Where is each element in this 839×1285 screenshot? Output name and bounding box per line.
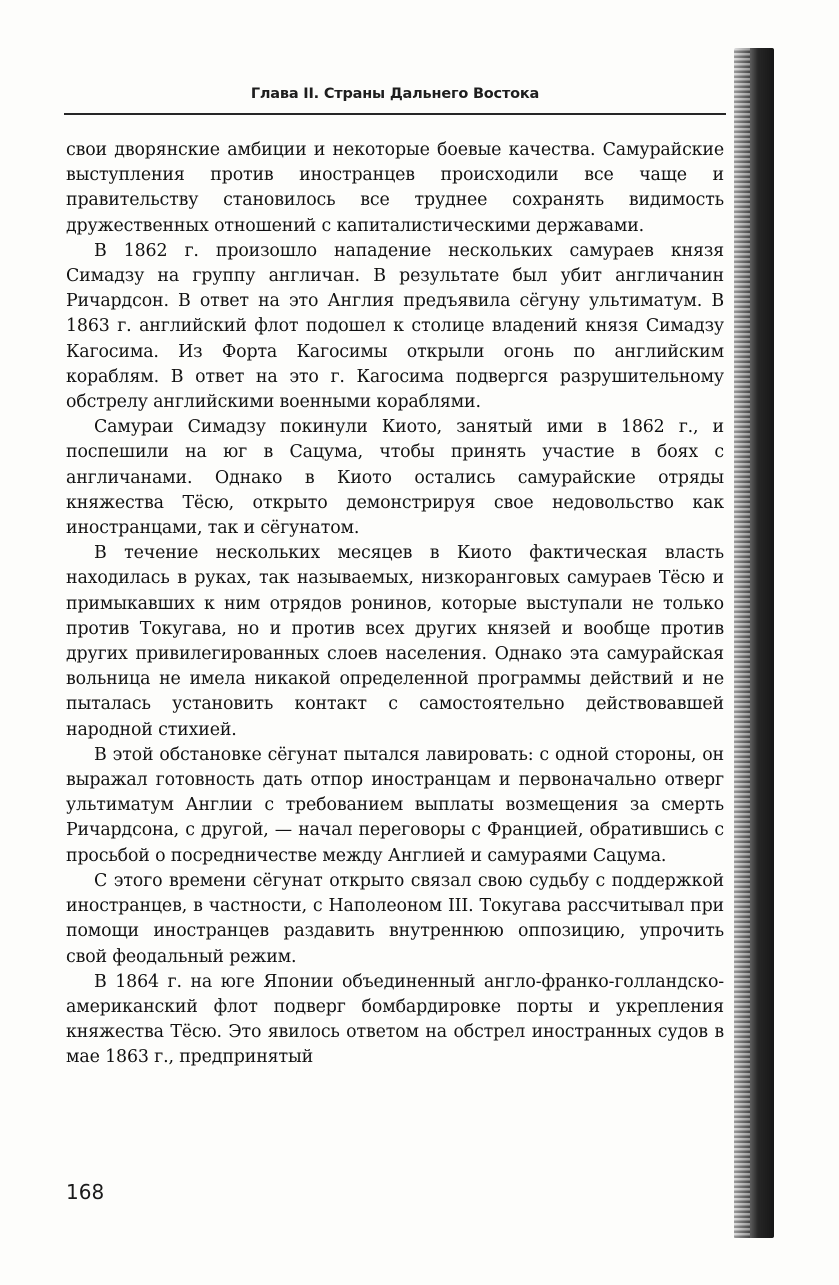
paragraph-6: С этого времени сёгунат открыто связал свою судьбу с поддержкой иностранцев, в частности, с Наполеоном III. Токугава рассчитывал при помощи иностранцев раздавить внутреннюю оппозицию, упрочить свой феодальный режим. <box>66 870 724 967</box>
paragraph-3: Самураи Симадзу покинули Киото, занятый ими в 1862 г., и поспешили на юг в Сацума, чтобы принять участие в боях с англичанами. Однако в Киото остались самурайские отряды княжества Тёсю, открыто демонстрируя свое недовольство как иностранцами, так и сёгунатом. <box>66 417 724 539</box>
paragraph-4: В течение нескольких месяцев в Киото фактическая власть находилась в руках, так называемых, низкоранговых самураев Тёсю и примыкавших к ним отрядов ронинов, которые выступали не только против Токугава, но и против всех других князей и вообще против других привилегированных слоев населения. Однако эта самурайская вольница не имела никакой определенной программы действий и не пыталась установить контакт с самостоятельно действовавшей народной стихией. <box>66 543 724 740</box>
paragraph-2: В 1862 г. произошло нападение нескольких самураев князя Симадзу на группу англичан. В результате был убит англичанин Ричардсон. В ответ на это Англия предъявила сёгуну ультиматум. В 1863 г. английский флот подошел к столице владений князя Симадзу Кагосима. Из Форта Кагосимы открыли огонь по английским кораблям. В ответ на это г. Кагосима подвергся разрушительному обстрелу английскими военными кораблями. <box>66 240 724 413</box>
paragraph-5: В этой обстановке сёгунат пытался лавировать: с одной стороны, он выражал готовность дать отпор иностранцам и первоначально отверг ультиматум Англии с требованием выплаты возмещения за смерть Ричардсона, с другой, — начал переговоры с Францией, обратившись с просьбой о посредничестве между Англией и самураями Сацума. <box>66 744 724 866</box>
body-text <box>66 138 724 1071</box>
running-header: Глава II. Страны Дальнего Востока <box>250 86 540 102</box>
paragraph-7: В 1864 г. на юге Японии объединенный англо-франко-голландско-американский флот подверг бомбардировке порты и укрепления княжества Тёсю. Это явилось ответом на обстрел иностранных судов в мае 1863 г., предпринятый <box>66 971 724 1068</box>
header-divider <box>64 113 726 115</box>
paragraph-1: свои дворянские амбиции и некоторые боевые качества. Самурайские выступления против иностранцев происходили все чаще и правительству становилось все труднее сохранять видимость дружественных отношений с капиталистическими державами. <box>66 140 724 236</box>
book-spine-edge <box>734 48 774 1238</box>
page-number: 168 <box>66 1180 105 1204</box>
